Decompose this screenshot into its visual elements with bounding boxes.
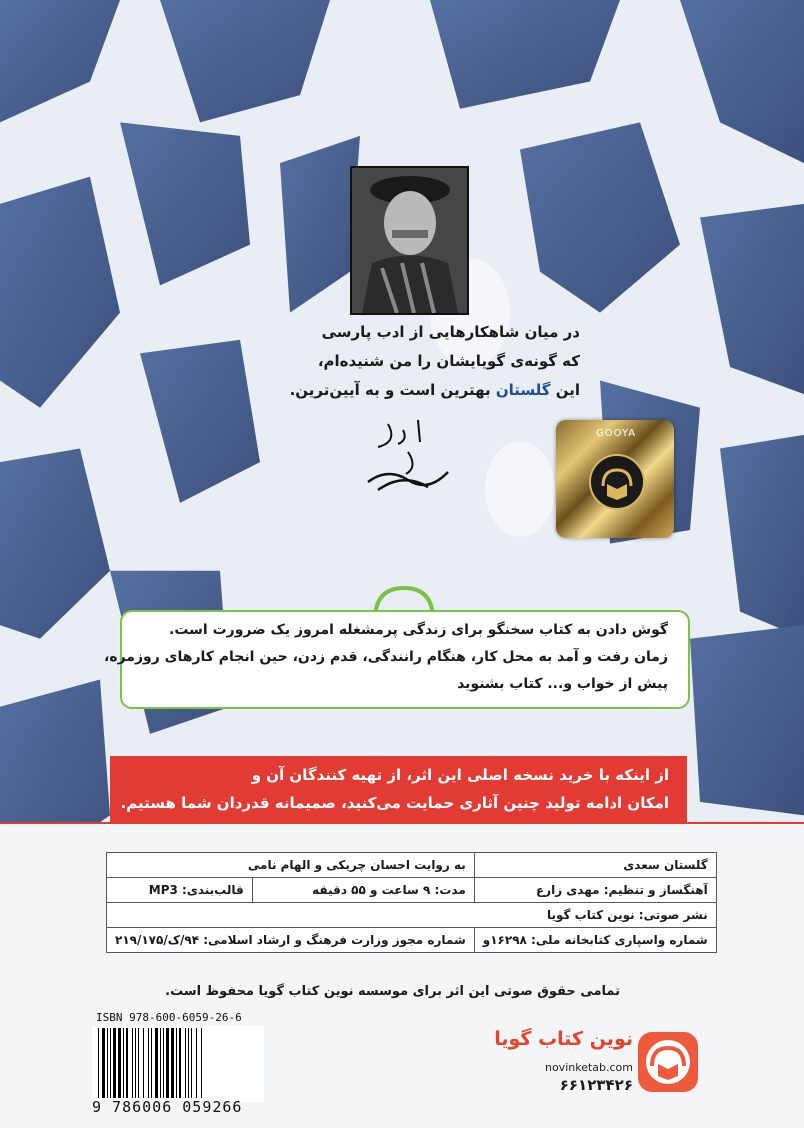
author-quote: [250, 318, 580, 405]
barcode-bar: [143, 1028, 144, 1098]
barcode-bar: [148, 1028, 149, 1098]
info-narrator: به روایت احسان چریکی و الهام نامی: [107, 853, 475, 878]
support-line-1: از اینکه با خرید نسخه اصلی این اثر، از تهیه کنندگان آن و: [251, 766, 669, 784]
barcode-bar: [201, 1028, 202, 1098]
isbn-text: ISBN 978-600-6059-26-6: [96, 1011, 242, 1024]
listening-line-2: زمان رفت و آمد به محل کار، هنگام رانندگی، قدم زدن، حین انجام کارهای روزمره،: [104, 649, 668, 665]
info-license-number: شماره مجوز وزارت فرهنگ و ارشاد اسلامی: ۹۴/ک/۲۱۹/۱۷۵: [107, 928, 475, 953]
barcode-bar: [132, 1028, 133, 1098]
barcode-bar: [110, 1028, 111, 1098]
author-signature: [358, 412, 468, 502]
info-duration: مدت: ۹ ساعت و ۵۵ دقیقه: [252, 878, 474, 903]
quote-line-1: در میان شاهکارهایی از ادب پارسی: [321, 323, 580, 341]
info-publisher: نشر صوتی: نوین کتاب گویا: [107, 903, 717, 928]
barcode-bar: [107, 1028, 108, 1098]
hologram-sticker: [556, 420, 674, 538]
barcode-bar: [118, 1028, 121, 1098]
barcode-bar: [179, 1028, 181, 1098]
barcode-bar: [135, 1028, 136, 1098]
barcode-bar: [166, 1028, 169, 1098]
publisher-name: نوین کتاب گویا: [494, 1028, 633, 1050]
publisher-logo-icon: [638, 1032, 698, 1092]
barcode-bar: [176, 1028, 177, 1098]
quote-line-2: که گونه‌ی گویایشان را من شنیده‌ام،: [317, 352, 580, 370]
barcode-bar: [185, 1028, 186, 1098]
isbn-barcode: [92, 1026, 264, 1102]
barcode-bar: [98, 1028, 99, 1098]
barcode-number: 9 786006 059266: [92, 1098, 243, 1116]
support-banner: [110, 756, 687, 824]
audiobook-info-box: [104, 610, 690, 709]
production-info-table: [106, 852, 717, 953]
hologram-label: GOOYA: [596, 428, 637, 439]
publisher-url[interactable]: novinketab.com: [544, 1061, 633, 1074]
barcode-bar: [151, 1028, 152, 1098]
barcode-bar: [123, 1028, 124, 1098]
barcode-bar: [163, 1028, 164, 1098]
quote-line-3-start: این: [550, 381, 580, 399]
quote-line-3: [250, 376, 580, 405]
quote-line-3-end: بهترین است و به آیین‌ترین.: [289, 381, 496, 399]
book-headphone-icon: [589, 454, 645, 510]
barcode-bar: [191, 1028, 192, 1098]
info-composer: آهنگساز و تنظیم: مهدی زارع: [474, 878, 716, 903]
barcode-bar: [138, 1028, 139, 1098]
barcode-bar: [102, 1028, 105, 1098]
author-portrait: [350, 166, 469, 315]
info-title: گلستان سعدی: [474, 853, 716, 878]
barcode-bar: [160, 1028, 161, 1098]
barcode-bar: [171, 1028, 174, 1098]
quote-highlight-golestan: گلستان: [495, 381, 551, 399]
listening-line-1: گوش دادن به کتاب سخنگو برای زندگی پرمشغله امروز یک ضرورت است.: [169, 622, 668, 638]
barcode-bar: [113, 1028, 116, 1098]
barcode-bar: [155, 1028, 158, 1098]
support-line-2: امکان ادامه تولید چنین آثاری حمایت می‌کنید، صمیمانه قدردان شما هستیم.: [120, 794, 669, 812]
barcode-bar: [188, 1028, 189, 1098]
barcode-bar: [126, 1028, 128, 1098]
barcode-bar: [196, 1028, 197, 1098]
copyright-notice: تمامی حقوق صوتی این اثر برای موسسه نوین کتاب گویا محفوظ است.: [165, 984, 620, 999]
listening-line-3: پیش از خواب و... کتاب بشنوید: [457, 676, 668, 692]
info-format: قالب‌بندی: MP3: [107, 878, 253, 903]
publisher-phone: ۶۶۱۲۳۴۲۶: [559, 1076, 633, 1094]
info-library-number: شماره واسپاری کتابخانه ملی: ۱۶۲۹۸و: [474, 928, 716, 953]
